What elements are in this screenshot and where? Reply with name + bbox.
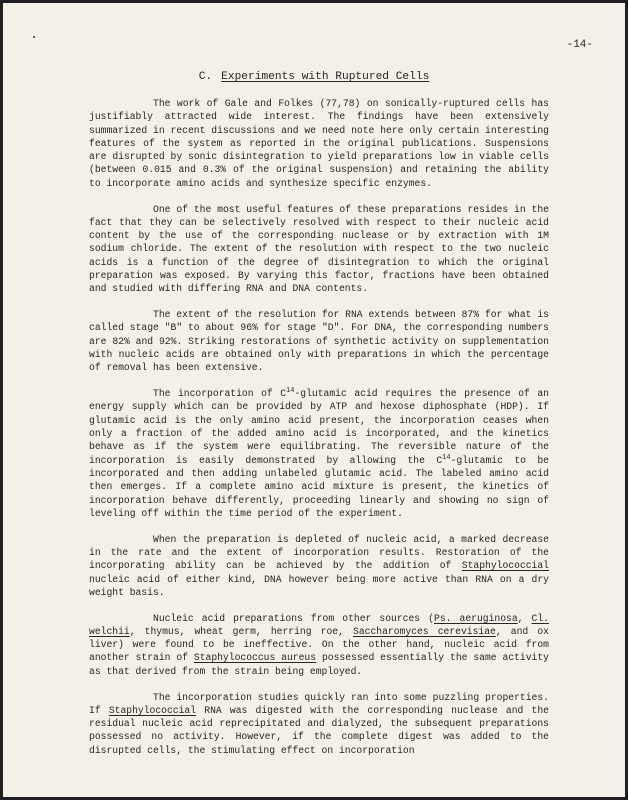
paragraph	[89, 203, 549, 296]
paragraph	[89, 387, 549, 520]
species-name: Staphylococcial	[461, 560, 549, 572]
paragraph	[89, 308, 549, 374]
section-heading	[3, 71, 625, 83]
text-run: ,	[517, 612, 532, 624]
text-run: When the preparation is depleted of nucleic acid, a marked decrease in the rate and the extent of incorporation results. Restoration of the incorporating ability can be achieved by the addition of	[89, 533, 549, 572]
text-run: , thymus, wheat germ, herring roe,	[129, 625, 354, 637]
body-text	[89, 97, 549, 770]
paragraph	[89, 97, 549, 190]
text-run: nucleic acid of either kind, DNA however being more active than RNA on a dry weight basis.	[89, 573, 549, 598]
superscript: 14	[286, 386, 295, 395]
species-name: Saccharomyces cerevisiae	[353, 625, 496, 637]
document-page	[3, 3, 625, 797]
text-run: Nucleic acid preparations from other sources (	[153, 612, 434, 624]
superscript: 14	[442, 453, 451, 462]
page-number: -14-	[566, 39, 593, 51]
text-run: RNA was digested with the corresponding nuclease and the residual nucleic acid reprecipitated and dialyzed, the subsequent preparations possessed no activity. However, if the complete digest was added to the disrupted cells, the stimulating effect on incorporation	[89, 704, 549, 756]
text-run: The incorporation of C	[153, 388, 287, 400]
text-run: One of the most useful features of these preparations resides in the fact that they can be selectively resolved with respect to their nucleic acid content by the use of the corresponding nuclease or by extraction with 1M sodium chloride. The extent of the resolution with respect to the two nucleic acids is a function of the degree of disintegration to which the original preparation was exposed. By varying this factor, fractions have been obtained and studied with differing RNA and DNA contents.	[89, 203, 549, 295]
paragraph	[89, 612, 549, 678]
paragraph	[89, 533, 549, 599]
species-name: Staphylococcus aureus	[193, 652, 317, 664]
text-run: The extent of the resolution for RNA extends between 87% for what is called stage "B" to about 96% for stage "D". For DNA, the corresponding numbers are 82% and 92%. Striking restorations of synthetic activity on supplementation with nucleic acids are obtained only with preparations in which the percentage of removal has been extensive.	[89, 309, 549, 374]
text-run: The work of Gale and Folkes (77,78) on sonically-ruptured cells has justifiably attracted wide interest. The findings have been extensively summarized in recent discussions and we need note here only certain interesting features of the system as reported in the original publications. Suspensions are disrupted by sonic disintegration to yield preparations low in viable cells (between 0.015 and 0.3% of the original suspension) and retaining the ability to incorporate amino acids and synthesize specific enzymes.	[89, 98, 549, 189]
text-run: -glutamic to be incorporated and then adding unlabeled glutamic acid. The labeled amino acid then emerges. If a complete amino acid mixture is present, the kinetics of incorporation behave differently, proceeding linearly and showing no sign of leveling off within the time period of the experiment.	[89, 454, 549, 519]
paragraph	[89, 691, 549, 757]
species-name: Staphylococcial	[108, 704, 197, 716]
species-name: Cl. welchii	[89, 612, 549, 637]
scan-speck	[33, 36, 35, 38]
text-run: , and ox liver) were found to be ineffective. On the other hand, nucleic acid from another strain of	[89, 625, 549, 664]
text-run: The incorporation studies quickly ran into some puzzling properties. If	[89, 691, 549, 716]
section-label: C.	[198, 71, 213, 83]
species-name: Ps. aeruginosa	[434, 612, 518, 624]
text-run: -glutamic acid requires the presence of an energy supply which can be provided by ATP and hexose diphosphate (HDP). If glutamic acid is the only amino acid present, the incorporation ceases when only a fraction of the added amino acid is incorporated, and the kinetics behave as if the system were equilibrating. The reversible nature of the incorporation is easily demonstrated by allowing the C	[89, 388, 549, 466]
section-title: Experiments with Ruptured Cells	[221, 71, 430, 83]
text-run: possessed essentially the same activity as that derived from the strain being employed.	[89, 652, 549, 677]
